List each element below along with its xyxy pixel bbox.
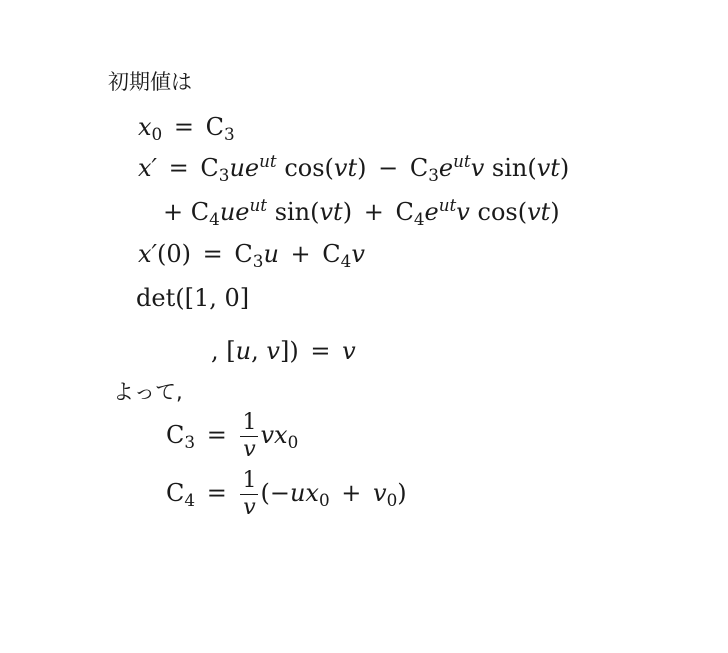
subscript: 0 — [386, 490, 398, 511]
equation-x-prime — [138, 150, 570, 186]
minus-sign: − — [378, 154, 399, 182]
const-c: C — [322, 240, 341, 268]
equals-sign: = — [173, 113, 194, 141]
var-x: x — [305, 479, 319, 507]
const-c: C — [205, 113, 224, 141]
var-v: v — [456, 198, 470, 226]
exponent: ut — [249, 194, 268, 215]
var-x: x — [138, 113, 152, 141]
const-c: C — [166, 421, 185, 449]
subscript: 3 — [428, 165, 439, 186]
const-c: C — [409, 154, 429, 182]
equals-sign: = — [206, 479, 227, 507]
plus-sign: + — [163, 198, 184, 226]
exponent: ut — [259, 150, 277, 171]
equation-c4 — [166, 463, 407, 523]
bracket: ]) — [279, 337, 299, 365]
equation-det-end — [211, 336, 356, 366]
term-vt: vt — [527, 198, 551, 226]
equation-x0 — [138, 112, 235, 145]
term-vt: vt — [319, 198, 343, 226]
equation-x-prime-cont — [163, 194, 560, 230]
subscript: 3 — [252, 251, 264, 272]
paren: ) — [357, 154, 367, 182]
numerator: 1 — [242, 409, 257, 435]
equation-det-start: det([1, 0] — [136, 284, 250, 312]
term-vt: vt — [333, 154, 358, 182]
equation-x-prime-zero — [138, 239, 365, 272]
subscript: 3 — [218, 165, 230, 186]
var-u: u — [235, 337, 252, 365]
term-ue: ue — [219, 198, 250, 226]
denominator: v — [243, 495, 256, 521]
var-v: v — [373, 479, 387, 507]
subscript: 0 — [151, 124, 163, 145]
var-u: u — [263, 240, 279, 268]
equation-c3 — [166, 405, 298, 465]
paren: ) — [559, 154, 570, 182]
var-v: v — [342, 337, 356, 365]
fraction — [240, 467, 258, 521]
func-sin: sin( — [274, 198, 320, 226]
exponent: ut — [438, 194, 457, 215]
exponent: ut — [453, 150, 471, 171]
subscript: 0 — [287, 432, 299, 453]
term-ue: ue — [229, 154, 260, 182]
var-u: u — [289, 479, 306, 507]
equals-sign: = — [202, 240, 223, 268]
func-cos: cos( — [284, 154, 334, 182]
plus-sign: + — [341, 479, 362, 507]
subscript: 4 — [413, 209, 425, 230]
var-x-prime: x′ — [138, 240, 157, 268]
const-c: C — [166, 479, 185, 507]
func-cos: cos( — [477, 198, 528, 226]
paren: (− — [260, 479, 290, 507]
subscript: 4 — [340, 251, 352, 272]
comma: , — [211, 337, 219, 365]
plus-sign: + — [363, 198, 384, 226]
subscript: 4 — [209, 209, 220, 230]
paren: ) — [550, 198, 560, 226]
var-v: v — [266, 337, 280, 365]
var-v: v — [470, 154, 485, 182]
equals-sign: = — [310, 337, 331, 365]
subscript: 0 — [318, 490, 330, 511]
const-c: C — [234, 240, 253, 268]
denominator: v — [243, 437, 256, 463]
paren: ) — [342, 198, 353, 226]
numerator: 1 — [242, 467, 257, 493]
func-sin: sin( — [491, 154, 537, 182]
equals-sign: = — [168, 154, 189, 182]
subscript: 3 — [184, 432, 196, 453]
heading-therefore: よって, — [113, 380, 183, 404]
var-v: v — [351, 240, 365, 268]
heading-initial-values: 初期値は — [108, 70, 192, 94]
argument: (0) — [156, 240, 191, 268]
comma: , — [251, 337, 259, 365]
var-x-prime: x′ — [138, 154, 157, 182]
term-e: e — [424, 198, 439, 226]
const-c: C — [190, 198, 210, 226]
term-e: e — [438, 154, 454, 182]
paren: ) — [397, 479, 407, 507]
subscript: 4 — [184, 490, 196, 511]
term-vt: vt — [536, 154, 560, 182]
fraction — [240, 409, 258, 463]
var-x: x — [274, 421, 288, 449]
const-c: C — [200, 154, 219, 182]
const-c: C — [395, 198, 414, 226]
equals-sign: = — [206, 421, 227, 449]
subscript: 3 — [224, 124, 235, 145]
bracket: [ — [226, 337, 236, 365]
plus-sign: + — [290, 240, 311, 268]
var-v: v — [260, 421, 275, 449]
